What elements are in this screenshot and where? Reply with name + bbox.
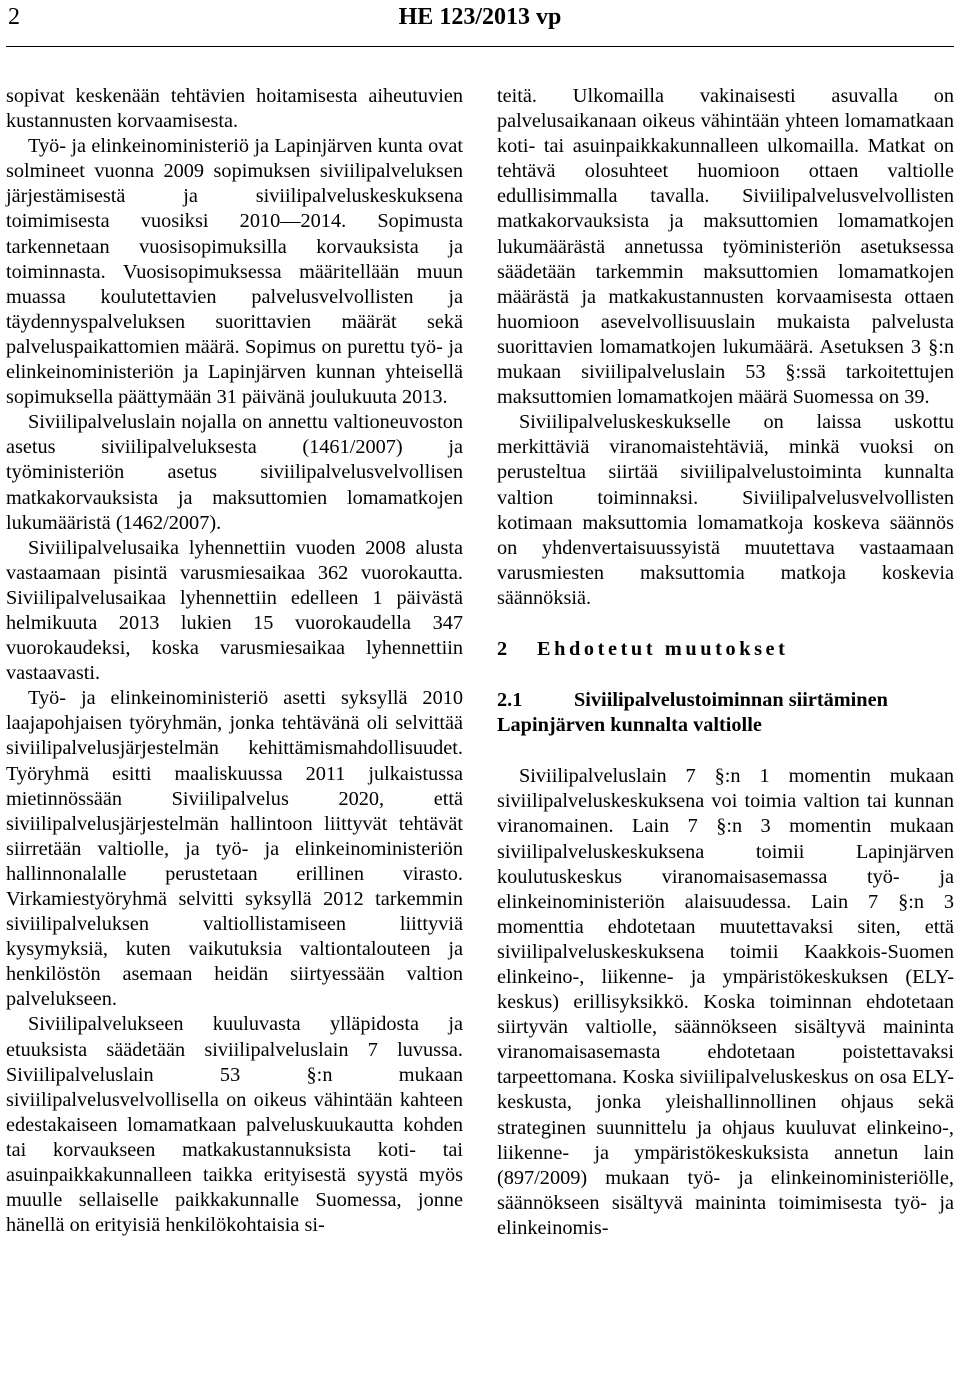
right-column — [497, 84, 954, 1241]
spacer — [497, 662, 954, 688]
subsection-number: 2.1 — [497, 689, 523, 712]
document-id: HE 123/2013 vp — [398, 4, 562, 30]
section-heading — [497, 637, 954, 662]
section-number: 2 — [497, 637, 508, 660]
subsection-title: Siviilipalvelustoiminnan siirtäminen Lapinjärven kunnalta valtiolle — [497, 689, 888, 737]
paragraph: Siviilipalvelukseen kuuluvasta ylläpidosta ja etuuksista säädetään siviilipalveluslain 7 luvussa. Siviilipalveluslain 53 §:n mukaan siviilipalvelusvelvollisella on oikeus vähintään kahteen edestakaiseen lomamatkaan palveluskuukautta kohden tai korvaukseen matkakustannuksista koti- tai asuinpaikkakunnalleen taikka erityisestä syystä myös muulle sellaiselle paikkakunnalle Suomessa, jonne hänellä on erityisiä henkilökohtaisia si- — [6, 1013, 463, 1237]
paragraph: Siviilipalveluslain nojalla on annettu valtioneuvoston asetus siviilipalveluksesta (1461/2007) ja työministeriön asetus siviilipalvelusvelvollisen matkakorvauksista ja maksuttomien lomamatkojen lukumääristä (1462/2007). — [6, 411, 463, 534]
page-header — [0, 0, 960, 40]
paragraph: Siviilipalveluskeskukselle on laissa uskottu merkittäviä viranomaistehtäviä, minkä vuoksi on perusteltua siirtää siviilipalvelustoiminta kunnalta valtion toiminnaksi. Siviilipalvelusvelvollisten kotimaan maksuttomia lomamatkoja koskeva säännös on yhdenvertaisuussyistä muutettava vastaamaan varusmiesten maksuttomia matkoja koskevia säännöksiä. — [497, 411, 954, 609]
spacer — [497, 611, 954, 637]
paragraph: teitä. Ulkomailla vakinaisesti asuvalla on palvelusaikanaan oikeus vähintään yhteen lomamatkaan koti- tai asuinpaikkakunnalleen ulkomailla. Matkat on tehtävä olosuhteet huomioon ottaen valtiolle edullisimmalla tavalla. Siviilipalvelusvelvollisten matkakorvauksista ja maksuttomien lomamatkojen lukumäärästä annetussa työministeriön asetuksessa säädetään tarkemmin maksuttomien lomamatkojen määrästä ja matkakustannusten korvaamisesta ottaen huomioon asevelvollisuuslain mukaista palvelusta suorittavien lomamatkojen lukumäärä. Asetuksen 3 §:n mukaan siviilipalveluslain 53 §:ssä tarkoitettujen maksuttomien lomamatkojen määrä Suomessa on 39. — [497, 85, 954, 409]
paragraph: Työ- ja elinkeinoministeriö asetti syksyllä 2010 laajapohjaisen työryhmän, jonka tehtävänä oli selvittää siviilipalvelusjärjestelmän kehittämismahdollisuudet. Työryhmä esitti maaliskuussa 2011 julkaistussa mietinnössään Siviilipalvelus 2020, että siviilipalvelusjärjestelmän hallintoon liittyvät tehtävät siirretään valtiolle, ja työ- ja elinkeinoministeriön hallinnonalalle perustetaan erillinen virasto. Virkamiestyöryhmä selvitti syksyllä 2012 tarkemmin siviilipalveluksen valtiollistamiseen liittyviä kysymyksiä, kuten vaikutuksia valtiontalouteen ja henkilöstön asemaan heidän siirtyessään valtion palvelukseen. — [6, 687, 463, 1011]
header-rule — [6, 46, 954, 47]
paragraph: Työ- ja elinkeinoministeriö ja Lapinjärven kunta ovat solmineet vuonna 2009 sopimuksen siviilipalveluksen järjestämisestä ja siviilipalveluskeskuksena toimimisesta vuosiksi 2010—2014. Sopimusta tarkennetaan vuosisopimuksilla korvauksista ja toiminnasta. Vuosisopimuksessa määritellään muun muassa koulutettavien palvelusvelvollisten ja täydennyspalveluksen suorittavien määrät sekä palveluspaikattomien määrä. Sopimus on purettu työ- ja elinkeinoministeriön ja Lapinjärven kunnan yhteisellä sopimuksella päättymään 31 päivänä joulukuuta 2013. — [6, 135, 463, 409]
paragraph: Siviilipalvelusaika lyhennettiin vuoden 2008 alusta vastaamaan pisintä varusmiesaikaa 362 vuorokautta. Siviilipalvelusaikaa lyhennettiin edelleen 1 päivästä helmikuuta 2013 lukien 15 vuorokaudella 347 vuorokaudeksi, koska varusmiesaikaa lyhennettiin vastaavasti. — [6, 536, 463, 685]
paragraph: Siviilipalveluslain 7 §:n 1 momentin mukaan siviilipalveluskeskuksena voi toimia valtion tai kunnan viranomainen. Lain 7 §:n 3 momentin mukaan siviilipalveluskeskuksena toimii Lapinjärven koulutuskeskus viranomaisasemassa työ- ja elinkeinoministeriön alaisuudessa. Lain 7 §:n 3 momenttia ehdotetaan muutettavaksi siten, että siviilipalveluskeskuksena toimii Kaakkois-Suomen elinkeino-, liikenne- ja ympäristökeskuksen (ELY-keskus) erillisyksikkö. Koska toiminnan ehdotetaan siirtyvän valtiolle, säännökseen sisältyvä maininta viranomaisasemasta ehdotetaan poistettavaksi tarpeettomana. Koska siviilipalveluskeskus on osa ELY-keskusta, jonka yleishallinnollinen ohjaus sekä strateginen suunnittelu ja ohjaus kuuluvat elinkeino-, liikenne- ja ympäristökeskuksista annetun lain (897/2009) mukaan työ- ja elinkeinoministeriölle, säännökseen sisältyvä maininta toimimisesta työ- ja elinkeinomis- — [497, 765, 954, 1239]
paragraph: sopivat keskenään tehtävien hoitamisesta aiheutuvien kustannusten korvaamisesta. — [6, 85, 463, 133]
spacer — [497, 738, 954, 764]
left-column — [6, 84, 463, 1238]
section-title: Ehdotetut muutokset — [537, 637, 789, 660]
subsection-heading — [497, 688, 954, 738]
page-number: 2 — [8, 4, 20, 30]
